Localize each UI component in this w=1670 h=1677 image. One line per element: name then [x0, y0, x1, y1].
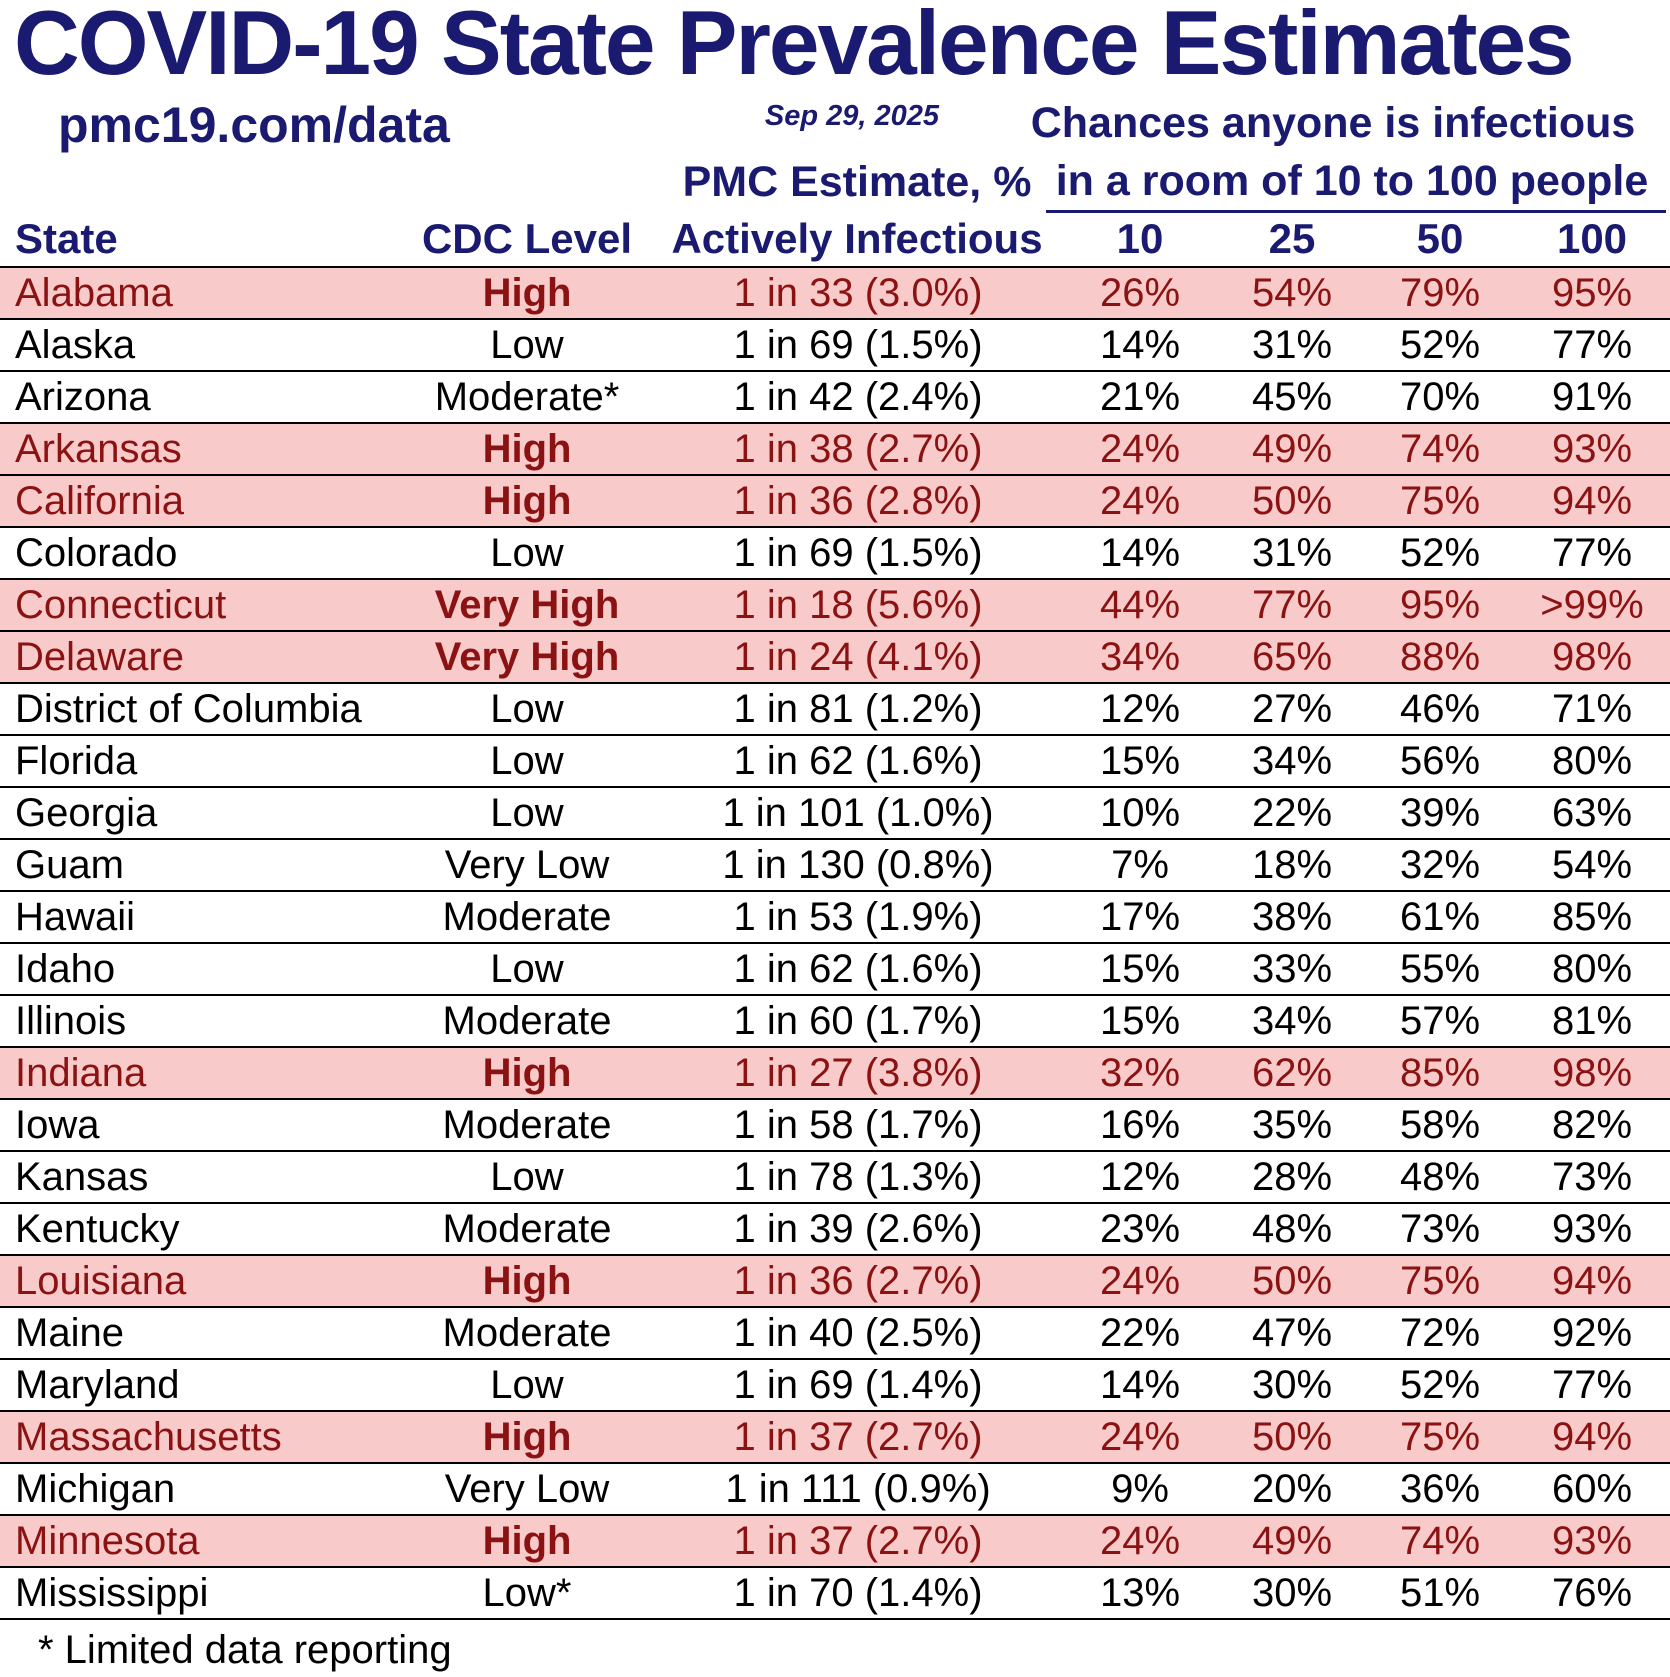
chance-room-10-value: 14%: [1099, 323, 1181, 367]
chance-room-25-value: 35%: [1251, 1103, 1333, 1147]
cdc-level-value: Low: [490, 687, 564, 731]
chance-room-10-value: 15%: [1099, 739, 1181, 783]
chance-room-25-value: 33%: [1251, 947, 1333, 991]
chance-room-25-value: 20%: [1251, 1467, 1333, 1511]
cdc-level-value: Very Low: [444, 843, 610, 887]
table-row: [0, 1514, 1670, 1566]
chance-room-10-value: 9%: [1111, 1467, 1169, 1511]
state-name: Massachusetts: [15, 1415, 282, 1459]
chance-room-100-value: 95%: [1551, 271, 1633, 315]
cdc-level-value: Low: [490, 739, 564, 783]
column-header-room-50: 50: [1416, 215, 1464, 262]
pmc-estimate-value: 1 in 70 (1.4%): [733, 1571, 983, 1615]
chance-room-25-value: 27%: [1251, 687, 1333, 731]
cdc-level-value: Low: [490, 947, 564, 991]
cdc-level-value: Moderate: [442, 895, 612, 939]
chance-room-50-value: 36%: [1399, 1467, 1481, 1511]
pmc-estimate-value: 1 in 101 (1.0%): [722, 791, 994, 835]
chance-room-50-value: 75%: [1399, 1415, 1481, 1459]
cdc-level-value: High: [482, 1259, 572, 1303]
chance-room-100-value: 92%: [1551, 1311, 1633, 1355]
cdc-level-value: Very High: [434, 635, 620, 679]
state-name: Georgia: [15, 791, 158, 835]
chance-room-100-value: 94%: [1551, 1259, 1633, 1303]
cdc-level-value: Moderate*: [434, 375, 620, 419]
table-row: [0, 1098, 1670, 1150]
chance-room-50-value: 55%: [1399, 947, 1481, 991]
table-row: [0, 318, 1670, 370]
chance-room-100-value: 93%: [1551, 1519, 1633, 1563]
table-row: [0, 786, 1670, 838]
state-name: Minnesota: [15, 1519, 200, 1563]
chance-room-25-value: 18%: [1251, 843, 1333, 887]
chance-room-10-value: 16%: [1099, 1103, 1181, 1147]
chance-room-100-value: 85%: [1551, 895, 1633, 939]
chance-room-25-value: 34%: [1251, 999, 1333, 1043]
chance-room-10-value: 21%: [1099, 375, 1181, 419]
chance-room-25-value: 30%: [1251, 1571, 1333, 1615]
cdc-level-value: High: [482, 271, 572, 315]
chance-room-25-value: 54%: [1251, 271, 1333, 315]
chance-room-100-value: 80%: [1551, 947, 1633, 991]
pmc-estimate-value: 1 in 18 (5.6%): [733, 583, 983, 627]
chance-room-100-value: 63%: [1551, 791, 1633, 835]
limited-data-footnote: * Limited data reporting: [38, 1628, 452, 1672]
table-row: [0, 1358, 1670, 1410]
chance-room-10-value: 12%: [1099, 1155, 1181, 1199]
chance-room-50-value: 52%: [1399, 531, 1481, 575]
pmc-estimate-value: 1 in 58 (1.7%): [733, 1103, 983, 1147]
table-row: [0, 838, 1670, 890]
chance-room-50-value: 85%: [1399, 1051, 1481, 1095]
pmc-estimate-value: 1 in 69 (1.4%): [733, 1363, 983, 1407]
table-row: [0, 1462, 1670, 1514]
chance-room-10-value: 26%: [1099, 271, 1181, 315]
table-row: [0, 526, 1670, 578]
state-name: Delaware: [15, 635, 184, 679]
state-name: Connecticut: [15, 583, 227, 627]
column-header-room-10: 10: [1116, 215, 1164, 262]
chance-room-100-value: 91%: [1551, 375, 1633, 419]
column-header-room-25: 25: [1268, 215, 1316, 262]
chance-room-50-value: 56%: [1399, 739, 1481, 783]
chance-room-100-value: 60%: [1551, 1467, 1633, 1511]
chance-room-25-value: 31%: [1251, 531, 1333, 575]
chance-room-10-value: 23%: [1099, 1207, 1181, 1251]
table-row: [0, 1202, 1670, 1254]
cdc-level-value: High: [482, 1051, 572, 1095]
pmc-estimate-value: 1 in 37 (2.7%): [733, 1519, 983, 1563]
chance-room-25-value: 65%: [1251, 635, 1333, 679]
state-name: Arkansas: [15, 427, 182, 471]
cdc-level-value: High: [482, 1519, 572, 1563]
chance-room-50-value: 61%: [1399, 895, 1481, 939]
pmc-estimate-value: 1 in 130 (0.8%): [722, 843, 994, 887]
chance-room-25-value: 48%: [1251, 1207, 1333, 1251]
chance-room-100-value: 73%: [1551, 1155, 1633, 1199]
room-sizes-underline: [1046, 210, 1666, 213]
chance-room-10-value: 24%: [1099, 1519, 1181, 1563]
pmc-estimate-value: 1 in 40 (2.5%): [733, 1311, 983, 1355]
cdc-level-value: Low: [490, 1155, 564, 1199]
chance-room-25-value: 50%: [1251, 1415, 1333, 1459]
chance-room-10-value: 13%: [1099, 1571, 1181, 1615]
chance-room-10-value: 14%: [1099, 531, 1181, 575]
chance-room-25-value: 50%: [1251, 1259, 1333, 1303]
chance-room-10-value: 34%: [1099, 635, 1181, 679]
chance-room-100-value: 98%: [1551, 635, 1633, 679]
state-name: Florida: [15, 739, 138, 783]
chance-room-100-value: 81%: [1551, 999, 1633, 1043]
site-url-link[interactable]: pmc19.com/data: [58, 97, 450, 153]
chance-room-50-value: 88%: [1399, 635, 1481, 679]
chance-room-100-value: 77%: [1551, 531, 1633, 575]
pmc-estimate-header-line1: PMC Estimate, %: [682, 158, 1032, 206]
table-row: [0, 370, 1670, 422]
column-header-state: State: [15, 215, 118, 262]
chance-room-25-value: 49%: [1251, 427, 1333, 471]
table-row: [0, 890, 1670, 942]
state-name: Maryland: [15, 1363, 180, 1407]
cdc-level-value: Low: [490, 323, 564, 367]
chance-room-10-value: 17%: [1099, 895, 1181, 939]
chance-room-10-value: 15%: [1099, 999, 1181, 1043]
cdc-level-value: Moderate: [442, 1311, 612, 1355]
table-row: [0, 682, 1670, 734]
chance-room-50-value: 39%: [1399, 791, 1481, 835]
chance-room-50-value: 52%: [1399, 323, 1481, 367]
table-row: [0, 474, 1670, 526]
chance-room-25-value: 30%: [1251, 1363, 1333, 1407]
state-name: Iowa: [15, 1103, 100, 1147]
pmc-estimate-value: 1 in 62 (1.6%): [733, 739, 983, 783]
chance-room-50-value: 75%: [1399, 1259, 1481, 1303]
state-name: Illinois: [15, 999, 127, 1043]
cdc-level-value: Low: [490, 1363, 564, 1407]
chances-header-line1: Chances anyone is infectious: [1030, 99, 1636, 147]
chance-room-50-value: 46%: [1399, 687, 1481, 731]
chance-room-100-value: 94%: [1551, 479, 1633, 523]
chance-room-100-value: 93%: [1551, 1207, 1633, 1251]
state-name: Colorado: [15, 531, 178, 575]
chance-room-25-value: 38%: [1251, 895, 1333, 939]
chance-room-50-value: 73%: [1399, 1207, 1481, 1251]
pmc-estimate-value: 1 in 69 (1.5%): [733, 531, 983, 575]
table-row: [0, 1306, 1670, 1358]
pmc-estimate-value: 1 in 27 (3.8%): [733, 1051, 983, 1095]
pmc-estimate-value: 1 in 60 (1.7%): [733, 999, 983, 1043]
table-row: [0, 1046, 1670, 1098]
state-name: Alabama: [15, 271, 173, 315]
state-name: Maine: [15, 1311, 124, 1355]
chance-room-100-value: 77%: [1551, 323, 1633, 367]
state-name: Idaho: [15, 947, 116, 991]
cdc-level-value: High: [482, 479, 572, 523]
chance-room-50-value: 72%: [1399, 1311, 1481, 1355]
chance-room-10-value: 15%: [1099, 947, 1181, 991]
pmc-estimate-value: 1 in 37 (2.7%): [733, 1415, 983, 1459]
chance-room-100-value: 82%: [1551, 1103, 1633, 1147]
chances-header-line2: in a room of 10 to 100 people: [1055, 157, 1649, 205]
chance-room-100-value: 77%: [1551, 1363, 1633, 1407]
chance-room-100-value: 98%: [1551, 1051, 1633, 1095]
state-name: Mississippi: [15, 1571, 209, 1615]
table-row: [0, 1150, 1670, 1202]
chance-room-10-value: 24%: [1099, 479, 1181, 523]
chance-room-10-value: 24%: [1099, 1415, 1181, 1459]
state-name: Arizona: [15, 375, 151, 419]
chance-room-50-value: 75%: [1399, 479, 1481, 523]
chance-room-100-value: 94%: [1551, 1415, 1633, 1459]
pmc-estimate-value: 1 in 81 (1.2%): [733, 687, 983, 731]
table-row: [0, 1410, 1670, 1462]
chance-room-50-value: 51%: [1399, 1571, 1481, 1615]
table-row: [0, 630, 1670, 682]
chance-room-50-value: 58%: [1399, 1103, 1481, 1147]
cdc-level-value: High: [482, 1415, 572, 1459]
chance-room-10-value: 7%: [1111, 843, 1169, 887]
chance-room-50-value: 57%: [1399, 999, 1481, 1043]
cdc-level-value: Moderate: [442, 1207, 612, 1251]
cdc-level-value: Very High: [434, 583, 620, 627]
column-header-actively-infectious: Actively Infectious: [671, 215, 1043, 262]
cdc-level-value: Low*: [482, 1571, 572, 1615]
chance-room-100-value: 71%: [1551, 687, 1633, 731]
chance-room-10-value: 44%: [1099, 583, 1181, 627]
state-name: Indiana: [15, 1051, 147, 1095]
table-row: [0, 1566, 1670, 1618]
prevalence-table: [0, 266, 1670, 1620]
chance-room-50-value: 79%: [1399, 271, 1481, 315]
table-row: [0, 422, 1670, 474]
chance-room-25-value: 77%: [1251, 583, 1333, 627]
chance-room-10-value: 12%: [1099, 687, 1181, 731]
pmc-estimate-value: 1 in 111 (0.9%): [725, 1467, 991, 1511]
table-row: [0, 1254, 1670, 1306]
state-name: Louisiana: [15, 1259, 187, 1303]
chance-room-25-value: 28%: [1251, 1155, 1333, 1199]
cdc-level-value: Very Low: [444, 1467, 610, 1511]
table-row: [0, 994, 1670, 1046]
state-name: Michigan: [15, 1467, 176, 1511]
chance-room-10-value: 32%: [1099, 1051, 1181, 1095]
pmc-estimate-value: 1 in 36 (2.8%): [733, 479, 983, 523]
chance-room-50-value: 74%: [1399, 427, 1481, 471]
chance-room-100-value: 54%: [1551, 843, 1633, 887]
chance-room-50-value: 32%: [1399, 843, 1481, 887]
chance-room-25-value: 47%: [1251, 1311, 1333, 1355]
cdc-level-value: High: [482, 427, 572, 471]
chance-room-25-value: 49%: [1251, 1519, 1333, 1563]
pmc-estimate-value: 1 in 39 (2.6%): [733, 1207, 983, 1251]
chance-room-10-value: 24%: [1099, 1259, 1181, 1303]
pmc-estimate-value: 1 in 62 (1.6%): [733, 947, 983, 991]
chance-room-25-value: 34%: [1251, 739, 1333, 783]
chance-room-10-value: 22%: [1099, 1311, 1181, 1355]
state-name: Hawaii: [15, 895, 136, 939]
chance-room-50-value: 48%: [1399, 1155, 1481, 1199]
cdc-level-value: Low: [490, 531, 564, 575]
table-row: [0, 942, 1670, 994]
cdc-level-value: Low: [490, 791, 564, 835]
chance-room-50-value: 74%: [1399, 1519, 1481, 1563]
pmc-estimate-value: 1 in 24 (4.1%): [733, 635, 983, 679]
chance-room-10-value: 14%: [1099, 1363, 1181, 1407]
pmc-estimate-value: 1 in 69 (1.5%): [733, 323, 983, 367]
pmc-estimate-value: 1 in 53 (1.9%): [733, 895, 983, 939]
report-date: Sep 29, 2025: [764, 100, 940, 132]
chance-room-25-value: 62%: [1251, 1051, 1333, 1095]
chance-room-100-value: 93%: [1551, 427, 1633, 471]
table-row: [0, 734, 1670, 786]
table-row: [0, 266, 1670, 318]
cdc-level-value: Moderate: [442, 1103, 612, 1147]
pmc-estimate-value: 1 in 36 (2.7%): [733, 1259, 983, 1303]
state-name: Kentucky: [15, 1207, 180, 1251]
pmc-estimate-value: 1 in 78 (1.3%): [733, 1155, 983, 1199]
chance-room-10-value: 10%: [1099, 791, 1181, 835]
chance-room-50-value: 95%: [1399, 583, 1481, 627]
cdc-level-value: Moderate: [442, 999, 612, 1043]
chance-room-25-value: 22%: [1251, 791, 1333, 835]
chance-room-100-value: >99%: [1540, 583, 1644, 627]
chance-room-50-value: 70%: [1399, 375, 1481, 419]
pmc-estimate-value: 1 in 42 (2.4%): [733, 375, 983, 419]
page-title: COVID-19 State Prevalence Estimates: [14, 0, 1573, 94]
pmc-estimate-value: 1 in 38 (2.7%): [733, 427, 983, 471]
state-name: Kansas: [15, 1155, 149, 1199]
chance-room-25-value: 50%: [1251, 479, 1333, 523]
state-name: Guam: [15, 843, 124, 887]
state-name: California: [15, 479, 184, 523]
table-row: [0, 578, 1670, 630]
column-header-cdc-level: CDC Level: [421, 215, 633, 262]
pmc-estimate-value: 1 in 33 (3.0%): [733, 271, 983, 315]
chance-room-10-value: 24%: [1099, 427, 1181, 471]
state-name: District of Columbia: [15, 687, 362, 731]
chance-room-100-value: 76%: [1551, 1571, 1633, 1615]
chance-room-50-value: 52%: [1399, 1363, 1481, 1407]
chance-room-100-value: 80%: [1551, 739, 1633, 783]
chance-room-25-value: 45%: [1251, 375, 1333, 419]
chance-room-25-value: 31%: [1251, 323, 1333, 367]
state-name: Alaska: [15, 323, 136, 367]
column-header-room-100: 100: [1556, 215, 1628, 262]
